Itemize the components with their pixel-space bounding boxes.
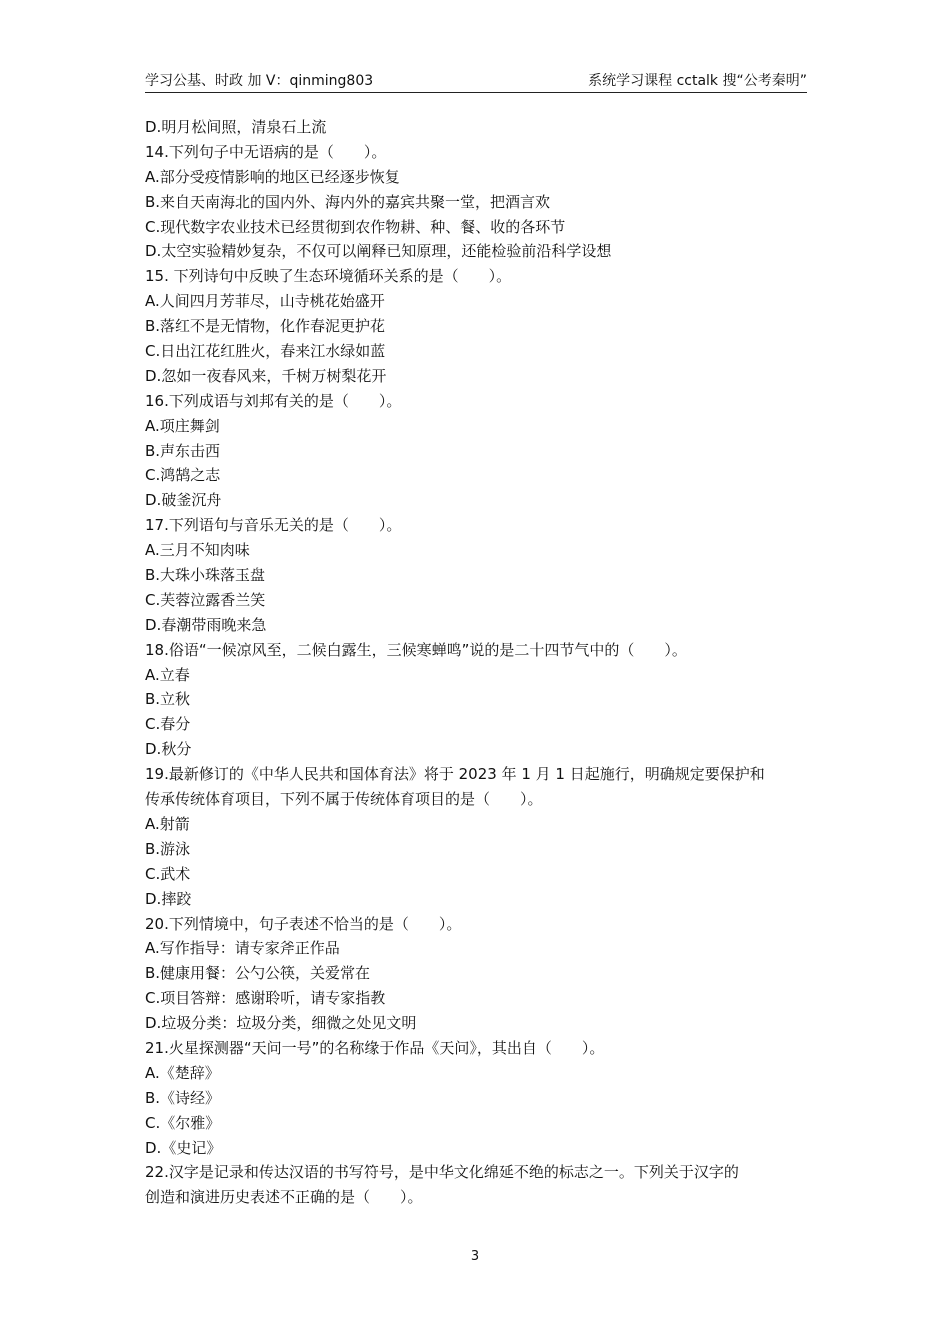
question-line: 22.汉字是记录和传达汉语的书写符号，是中华文化绵延不绝的标志之一。下列关于汉字的: [145, 1163, 739, 1182]
document-body: [145, 115, 807, 1210]
question-line: 19.最新修订的《中华人民共和国体育法》将于 2023 年 1 月 1 日起施行，明确规定要保护和: [145, 765, 765, 784]
question-line: 17.下列语句与音乐无关的是（ ）。: [145, 516, 402, 535]
option-line: B.来自天南海北的国内外、海内外的嘉宾共聚一堂，把酒言欢: [145, 192, 551, 211]
option-line: A.立春: [145, 665, 190, 684]
option-line: B.立秋: [145, 690, 191, 709]
question-line-continued: 创造和演进历史表述不正确的是（ ）。: [145, 1188, 423, 1207]
option-line: D.摔跤: [145, 889, 192, 908]
option-line: D.明月松间照，清泉石上流: [145, 118, 327, 136]
option-line: D.破釜沉舟: [145, 491, 222, 510]
option-line: A.项庄舞剑: [145, 416, 220, 435]
option-line: B.落红不是无情物，化作春泥更护花: [145, 317, 386, 336]
option-line: C.春分: [145, 715, 191, 734]
option-line: C.芙蓉泣露香兰笑: [145, 590, 266, 609]
page-header: [145, 70, 807, 93]
option-line: B.声东击西: [145, 441, 221, 460]
question-line: 16.下列成语与刘邦有关的是（ ）。: [145, 391, 402, 410]
option-line: D.忽如一夜春风来，千树万树梨花开: [145, 366, 387, 385]
option-line: A.射箭: [145, 814, 190, 833]
option-line: C.日出江花红胜火，春来江水绿如蓝: [145, 342, 386, 361]
option-line: C.鸿鹄之志: [145, 466, 221, 485]
question-line: 18.俗语“一候凉风至，二候白露生，三候寒蝉鸣”说的是二十四节气中的（ ）。: [145, 640, 687, 659]
option-line: D.垃圾分类：垃圾分类，细微之处见文明: [145, 1014, 417, 1033]
option-line: A.写作指导：请专家斧正作品: [145, 939, 340, 958]
option-line: C.现代数字农业技术已经贯彻到农作物耕、种、餐、收的各环节: [145, 217, 566, 236]
option-line: C.武术: [145, 864, 191, 883]
option-line: A.《楚辞》: [145, 1063, 220, 1082]
option-line: D.太空实验精妙复杂，不仅可以阐释已知原理，还能检验前沿科学设想: [145, 242, 612, 261]
option-line: A.三月不知肉味: [145, 541, 250, 560]
page-number: 3: [470, 1249, 480, 1264]
option-line: D.春潮带雨晚来急: [145, 615, 267, 634]
option-line: C.《尔雅》: [145, 1113, 221, 1132]
header-left-text: 学习公基、时政 加 V：qinming803: [145, 73, 374, 89]
option-line: B.大珠小珠落玉盘: [145, 566, 266, 585]
question-line: 21.火星探测器“天问一号”的名称缘于作品《天问》，其出自（ ）。: [145, 1038, 605, 1057]
option-line: C.项目答辩：感谢聆听，请专家指教: [145, 989, 386, 1008]
question-line-continued: 传承传统体育项目，下列不属于传统体育项目的是（ ）。: [145, 790, 543, 809]
option-line: A.部分受疫情影响的地区已经逐步恢复: [145, 167, 400, 186]
option-line: B.《诗经》: [145, 1088, 221, 1107]
question-line: 20.下列情境中，句子表述不恰当的是（ ）。: [145, 914, 462, 933]
option-line: A.人间四月芳菲尽，山寺桃花始盛开: [145, 292, 385, 311]
option-line: B.健康用餐：公勺公筷，关爱常在: [145, 964, 371, 983]
header-right-text: 系统学习课程 cctalk 搜“公考秦明”: [588, 73, 807, 89]
option-line: D.秋分: [145, 740, 192, 759]
option-line: D.《史记》: [145, 1138, 222, 1157]
question-line: 14.下列句子中无语病的是（ ）。: [145, 142, 387, 161]
option-line: B.游泳: [145, 839, 191, 858]
question-line: 15. 下列诗句中反映了生态环境循环关系的是（ ）。: [145, 267, 512, 286]
